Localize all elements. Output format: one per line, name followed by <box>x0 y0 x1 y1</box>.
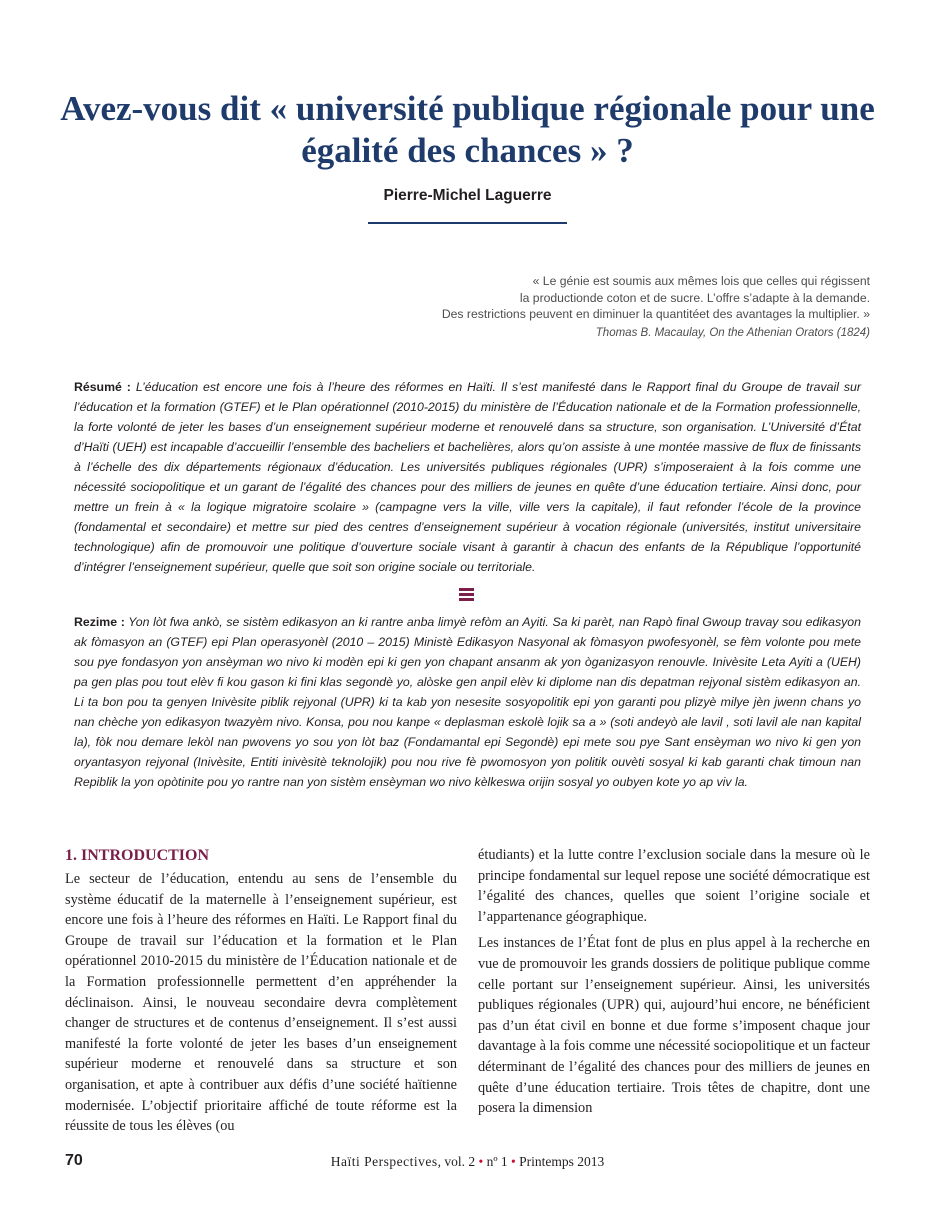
epigraph-line: Des restrictions peuvent en diminuer la quantitéet des avantages la multiplier. » <box>441 307 870 321</box>
abstract-french-label: Résumé : <box>74 380 131 394</box>
page-number: 70 <box>65 1152 83 1169</box>
body-column-left <box>65 845 457 1143</box>
epigraph-line: « Le génie est soumis aux mêmes lois que celles qui régissent <box>532 274 870 288</box>
bullet-icon: • <box>478 1154 484 1169</box>
abstract-creole <box>74 612 861 792</box>
author-name: Pierre-Michel Laguerre <box>383 187 552 204</box>
journal-info <box>65 1154 870 1170</box>
abstract-creole-label: Rezime : <box>74 615 125 629</box>
journal-volume: , vol. 2 <box>437 1154 479 1169</box>
article-title: Avez-vous dit « université publique régionale pour une égalité des chances » ? <box>60 89 875 170</box>
triple-bar-icon <box>459 588 474 601</box>
bullet-icon: • <box>511 1154 516 1169</box>
body-paragraph: étudiants) et la lutte contre l’exclusion sociale dans la mesure où le principe fondamental sur lequel repose une société démocratique est l’égalité des chances, quelles que soient l’origine sociale et l’appartenance géographique. <box>478 847 870 925</box>
journal-name: Haïti Perspectives <box>330 1154 438 1169</box>
body-column-right <box>478 845 870 1125</box>
page-footer <box>65 1152 870 1174</box>
author-underline <box>368 222 567 224</box>
epigraph-line: la productionde coton et de sucre. L’offre s’adapte à la demande. <box>519 290 870 305</box>
abstract-creole-text: Yon lòt fwa ankò, se sistèm edikasyon an ki rantre anba limyè refòm an Ayiti. Sa ki parèt, nan Rapò final Gwoup travay sou edikasyon ak fòmasyon an (GTEF) epi Plan operasyonèl (2010 – 2015) Ministè Edikasyon Nasyonal ak fòmasyon pwofesyonèl, se fèm volonte pou mete sou pye fondasyon yon ansèyman wo nivo ki modèn epi ki gen yon chapant ansanm ak yon òganizasyon renouvle. Inivèsite Leta Ayiti a (UEH) pa gen plas pou tout elèv fi kou gason ki fini klas segondè yo, alòske gen anpil elèv ki diplome nan dis depatman rejyonal sistèm edikasyon an. Li ta bon pou ta genyen Inivèsite piblik rejyonal (UPR) ki ta kab yon nesesite sosyopolitik epi yon garanti pou plizyè milye jèn jwenn chans yo nan chèche yon edikasyon twazyèm nivo. Konsa, pou nou kanpe « deplasman eskolè lojik sa a » (soti andeyò ale lavil , soti lavil ale nan kapital la), fòk nou demare lekòl nan pwovens yo sou yon lòt baz (Fondamantal epi Segondè) epi mete sou pye Sant ensèyman wo nivo ki gen yon oryantasyon rejyonal (Inivèsite, Entiti inivèsitè teknolojik) pou nou rive fè pwomosyon yon politik ouvèti sosyal ki kab garanti chak timoun nan Repiblik la yon opòtinite pou yo rantre nan yon sistèm ensèyman wo nivo kèlkeswa orijin sosyal yo oubyen kote yo ap viv la. <box>74 615 861 789</box>
epigraph <box>270 273 870 341</box>
abstract-french <box>74 377 861 577</box>
body-paragraph: Les instances de l’État font de plus en plus appel à la recherche en vue de promouvoir les grands dossiers de politique publique comme celle portant sur l’enseignement supérieur. Ainsi, les universités publiques régionales (UPR) qui, aujourd’hui encore, ne bénéficient pas d’un état civil en bonne et due forme s’imposent chaque jour davantage à la fois comme une nécessité sociopolitique et un facteur déterminant de l’égalité des chances pour des milliers de jeunes en quête d’une éducation tertiaire. Trois têtes de chapitre, dont une posera la dimension <box>478 935 870 1117</box>
epigraph-attribution: Thomas B. Macaulay, On the Athenian Orators (1824) <box>595 326 870 339</box>
abstract-french-text: L’éducation est encore une fois à l’heure des réformes en Haïti. Il s’est manifesté dans le Rapport final du Groupe de travail sur l’éducation et la formation (GTEF) et le Plan opérationnel (2010-2015) du ministère de l’Éducation nationale et de la Formation professionnelle, la forte volonté de jeter les bases d’un enseignement supérieur moderne et renouvelé dans sa structure, son organisation. L’Université d’État d’Haïti (UEH) est incapable d’accueillir l’ensemble des bacheliers et bachelières, alors qu’on assiste à une montée massive de flux de finissants à l’échelle des dix départements régionaux d’éducation. Les universités publiques régionales (UPR) s’imposeraient à la fois comme une nécessité sociopolitique et un garant de l’égalité des chances pour des milliers de jeunes en quête d’une éducation tertiaire. Ainsi donc, pour mettre un frein à « la logique migratoire scolaire » (campagne vers la ville, ville vers la capitale), il faut refonder l’école de la province (fondamental et secondaire) et mettre sur pied des centres d’enseignement supérieur à vocation régionale (universités, institut universitaire technologique) afin de promouvoir une politique d’ouverture sociale visant à garantir à chacun des enfants de la République l’opportunité d’intégrer l’enseignement supérieur, quelle que soit son origine sociale ou territoriale. <box>74 380 861 574</box>
journal-season: Printemps 2013 <box>515 1154 605 1169</box>
journal-issue: nº 1 <box>483 1154 512 1169</box>
section-heading: 1. INTRODUCTION <box>65 847 210 864</box>
body-paragraph: Le secteur de l’éducation, entendu au sens de l’ensemble du système éducatif de la maternelle à l’enseignement supérieur, est encore une fois à l’heure des réformes en Haïti. Le Rapport final du Groupe de travail sur l’éducation et la formation et le Plan opérationnel 2010-2015 du ministère de l’Éducation nationale et de la Formation professionnelle permettent d’en appréhender la déclinaison. Ainsi, le nouveau secondaire devra complètement changer de structures et de contenus d’enseignement. Il s’est aussi manifesté la forte volonté de jeter les bases d’un enseignement supérieur moderne et renouvelé dans sa structure et son organisation, et apte à contribuer aux défis d’une société haïtienne modernisée. L’objectif prioritaire affiché de toute réforme est la réussite de tous les élèves (ou <box>65 871 457 1135</box>
